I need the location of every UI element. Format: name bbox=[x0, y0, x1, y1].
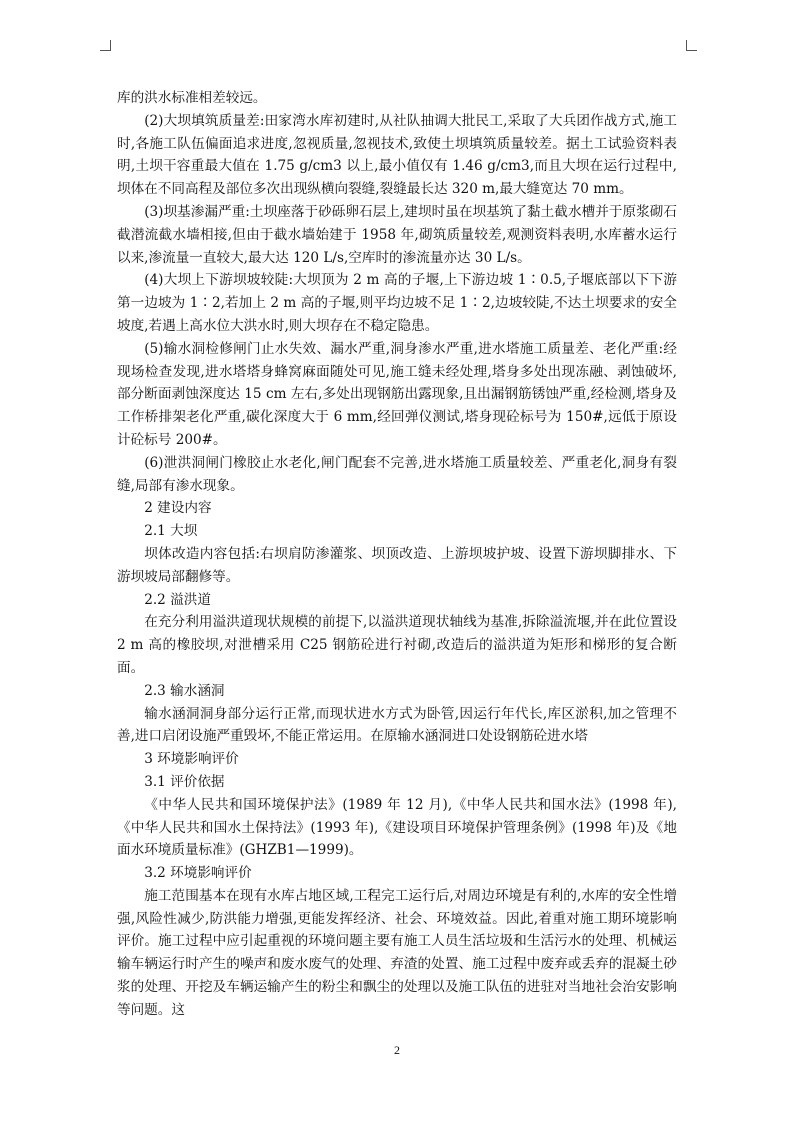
paragraph: 在充分利用溢洪道现状规模的前提下,以溢洪道现状轴线为基准,拆除溢流堰,并在此位置设 2 m 高的橡胶坝,对泄槽采用 C25 钢筋砼进行衬砌,改造后的溢洪道为矩形和梯形的复合断面。 bbox=[117, 614, 677, 676]
section-heading: 3.2 环境影响评价 bbox=[144, 865, 252, 882]
section-heading: 2.3 输水涵洞 bbox=[144, 682, 225, 699]
paragraph: 施工范围基本在现有水库占地区域,工程完工运行后,对周边环境是有利的,水库的安全性增强,风险性减少,防洪能力增强,更能发挥经济、社会、环境效益。因此,着重对施工期环境影响评价。施工过程中应引起重视的环境问题主要有施工人员生活垃圾和生活污水的处理、机械运输车辆运行时产生的噪声和废水废气的处理、弃渣的处置、施工过程中废弃或丢弃的混凝土砂浆的处理、开挖及车辆运输产生的粉尘和飘尘的处理以及施工队伍的进驻对当地社会治安影响等问题。这 bbox=[117, 887, 677, 1018]
section-heading: 3.1 评价依据 bbox=[144, 773, 225, 790]
paragraph: (6)泄洪洞闸门橡胶止水老化,闸门配套不完善,进水塔施工质量较差、严重老化,洞身有裂缝,局部有渗水现象。 bbox=[117, 454, 677, 494]
section-heading: 2 建设内容 bbox=[144, 500, 212, 517]
section-heading: 3 环境影响评价 bbox=[144, 751, 239, 768]
paragraph: (3)坝基渗漏严重:土坝座落于砂砾卵石层上,建坝时虽在坝基筑了黏土截水槽并于原浆砌石截潜流截水墙相接,但由于截水墙始建于 1958 年,砌筑质量较差,观测资料表明,水库蓄水运行以来,渗流量一直较大,最大达 120 L/s,空库时的渗流量亦达 30 L/s。 bbox=[117, 203, 677, 266]
paragraph: 《中华人民共和国环境保护法》(1989 年 12 月),《中华人民共和国水法》(1998 年),《中华人民共和国水土保持法》(1993 年),《建设项目环境保护管理条例》(1998 年)及《地面水环境质量标准》(GHZB1—1999)。 bbox=[117, 796, 677, 859]
paragraph: 输水涵洞洞身部分运行正常,而现状进水方式为卧管,因运行年代长,库区淤积,加之管理不善,进口启闭设施严重毁坏,不能正常运用。在原输水涵洞进口处设钢筋砼进水塔 bbox=[117, 705, 677, 745]
paragraph: (4)大坝上下游坝坡较陡:大坝顶为 2 m 高的子堰,上下游边坡 1∶0.5,子堰底部以下下游第一边坡为 1∶2,若加上 2 m 高的子堰,则平均边坡不足 1∶2,边坡较陡,不达土坝要求的安全坡度,若遇上高水位大洪水时,则大坝存在不稳定隐患。 bbox=[117, 272, 677, 334]
body-text bbox=[117, 87, 677, 1022]
paragraph: (2)大坝填筑质量差:田家湾水库初建时,从社队抽调大批民工,采取了大兵团作战方式,施工时,各施工队伍偏面追求进度,忽视质量,忽视技术,致使土坝填筑质量较差。据土工试验资料表明,土坝干容重最大值在 1.75 g/cm3 以上,最小值仅有 1.46 g/cm3,而且大坝在运行过程中,坝体在不同高程及部位多次出现纵横向裂缝,裂缝最长达 320 m,最大缝宽达 70 mm。 bbox=[117, 112, 677, 198]
paragraph: (5)输水洞检修闸门止水失效、漏水严重,洞身渗水严重,进水塔施工质量差、老化严重:经现场检查发现,进水塔塔身蜂窝麻面随处可见,施工缝未经处理,塔身多处出现冻融、剥蚀破坏,部分断面剥蚀深度达 15 cm 左右,多处出现钢筋出露现象,且出漏钢筋锈蚀严重,经检测,塔身及工作桥排架老化严重,碳化深度大于 6 mm,经回弹仪测试,塔身现砼标号为 150#,远低于原设计砼标号 200#。 bbox=[117, 340, 677, 448]
paragraph: 库的洪水标准相差较远。 bbox=[117, 90, 267, 106]
paragraph: 坝体改造内容包括:右坝肩防渗灌浆、坝顶改造、上游坝坡护坡、设置下游坝脚排水、下游坝坡局部翻修等。 bbox=[117, 545, 677, 585]
section-heading: 2.1 大坝 bbox=[144, 523, 198, 540]
section-heading: 2.2 溢洪道 bbox=[144, 591, 211, 608]
page-number: 2 bbox=[394, 1043, 400, 1057]
crop-mark-top-right bbox=[686, 40, 697, 51]
crop-mark-top-left bbox=[100, 40, 111, 51]
